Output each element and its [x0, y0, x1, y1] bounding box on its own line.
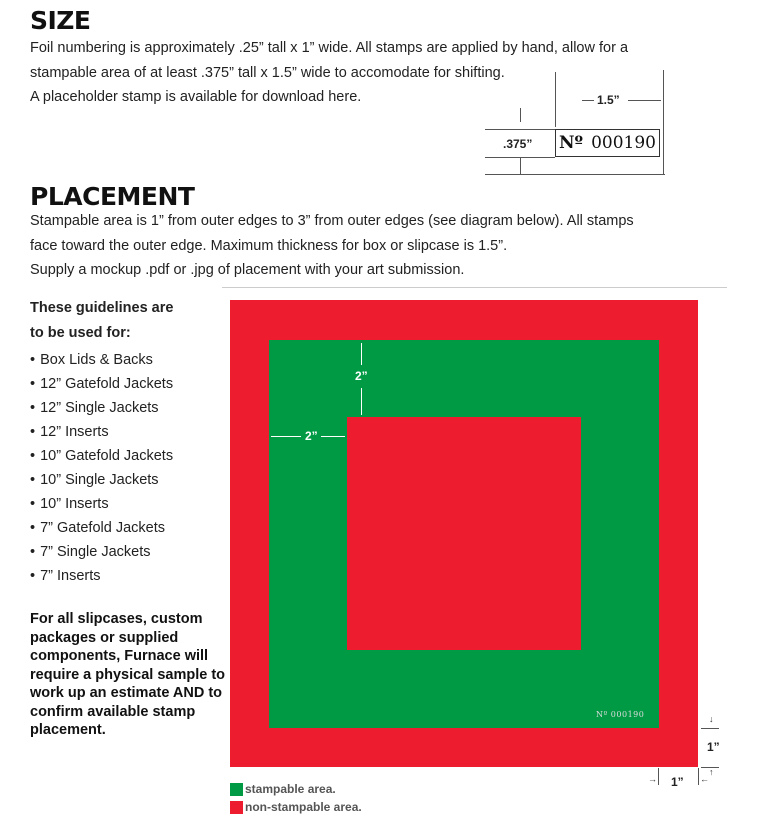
left-inset-line-left [271, 436, 301, 437]
height-dim-label: .375” [503, 137, 533, 151]
height-dim-bottom-line [485, 157, 555, 158]
list-item: • 7” Single Jackets [30, 540, 173, 564]
left-inset-label: 2” [305, 429, 318, 443]
right-margin-label: 1” [707, 740, 720, 754]
size-line-2: stampable area of at least .375” tall x 1.5” wide to accomodate for shifting. [30, 64, 505, 81]
height-dim-base-line [485, 174, 665, 175]
left-inset-line-right [321, 436, 345, 437]
right-arrow-icon: → [648, 774, 657, 784]
bottom-margin-tick-right [698, 768, 699, 785]
list-item: • 10” Single Jackets [30, 468, 173, 492]
size-heading: SIZE [30, 6, 91, 35]
list-item: • Box Lids & Backs [30, 348, 173, 372]
legend-swatch-red [230, 801, 243, 814]
stamp-number: 000190 [591, 133, 656, 153]
bottom-margin-label: 1” [671, 775, 684, 789]
list-item: • 12” Gatefold Jackets [30, 372, 173, 396]
down-arrow-icon: ↓ [709, 714, 714, 724]
placement-line-3: Supply a mockup .pdf or .jpg of placement with your art submission. [30, 262, 465, 278]
legend-swatch-green [230, 783, 243, 796]
list-item: • 10” Inserts [30, 492, 173, 516]
list-item: • 12” Inserts [30, 420, 173, 444]
guidelines-title [30, 296, 173, 345]
guidelines-title-line-2: to be used for: [30, 324, 131, 341]
guidelines-title-line-1: These guidelines are [30, 300, 174, 316]
size-line-3[interactable]: A placeholder stamp is available for download here. [30, 89, 362, 105]
height-dim-top-line [485, 129, 555, 130]
placement-line-1: Stampable area is 1” from outer edges to 3” from outer edges (see diagram below). All stamps [30, 213, 634, 229]
width-dim-line-left [582, 100, 594, 101]
top-inset-line-upper [361, 343, 362, 365]
legend-stampable-label: stampable area. [245, 782, 336, 796]
guidelines-list [30, 348, 173, 588]
height-dim-bottom-tick [520, 158, 521, 174]
top-inset-line-lower [361, 388, 362, 415]
size-line-1: Foil numbering is approximately .25” tall x 1” wide. All stamps are applied by hand, allow for a [30, 40, 629, 56]
bottom-margin-tick-left [658, 768, 659, 785]
right-margin-tick-top [701, 728, 719, 729]
stamp-prefix: Nº [559, 133, 584, 153]
width-dim-line-right [628, 100, 661, 101]
top-inset-label: 2” [355, 369, 368, 383]
size-description [30, 36, 628, 110]
width-dim-label: 1.5” [597, 93, 620, 107]
width-dim-right-tick [663, 70, 664, 175]
divider [222, 287, 727, 288]
placement-heading: PLACEMENT [30, 182, 195, 211]
list-item: • 7” Inserts [30, 564, 173, 588]
mini-stamp: Nº 000190 [596, 710, 645, 719]
height-dim-top-tick [520, 108, 521, 122]
legend-stampable [230, 782, 336, 796]
placement-line-2: face toward the outer edge. Maximum thickness for box or slipcase is 1.5”. [30, 237, 508, 254]
list-item: • 12” Single Jackets [30, 396, 173, 420]
left-arrow-icon: ← [700, 774, 709, 784]
slipcase-note: For all slipcases, custom packages or supplied components, Furnace will require a physical sample to work up an estimate AND to confirm available stamp placement. [30, 611, 226, 738]
placeholder-stamp [555, 129, 660, 157]
placement-description [30, 209, 634, 283]
up-arrow-icon: ↑ [709, 767, 714, 777]
legend-non-stampable-label: non-stampable area. [245, 800, 362, 814]
list-item: • 10” Gatefold Jackets [30, 444, 173, 468]
width-dim-left-tick [555, 72, 556, 127]
non-stampable-center [347, 417, 581, 650]
legend-non-stampable [230, 800, 362, 814]
list-item: • 7” Gatefold Jackets [30, 516, 173, 540]
